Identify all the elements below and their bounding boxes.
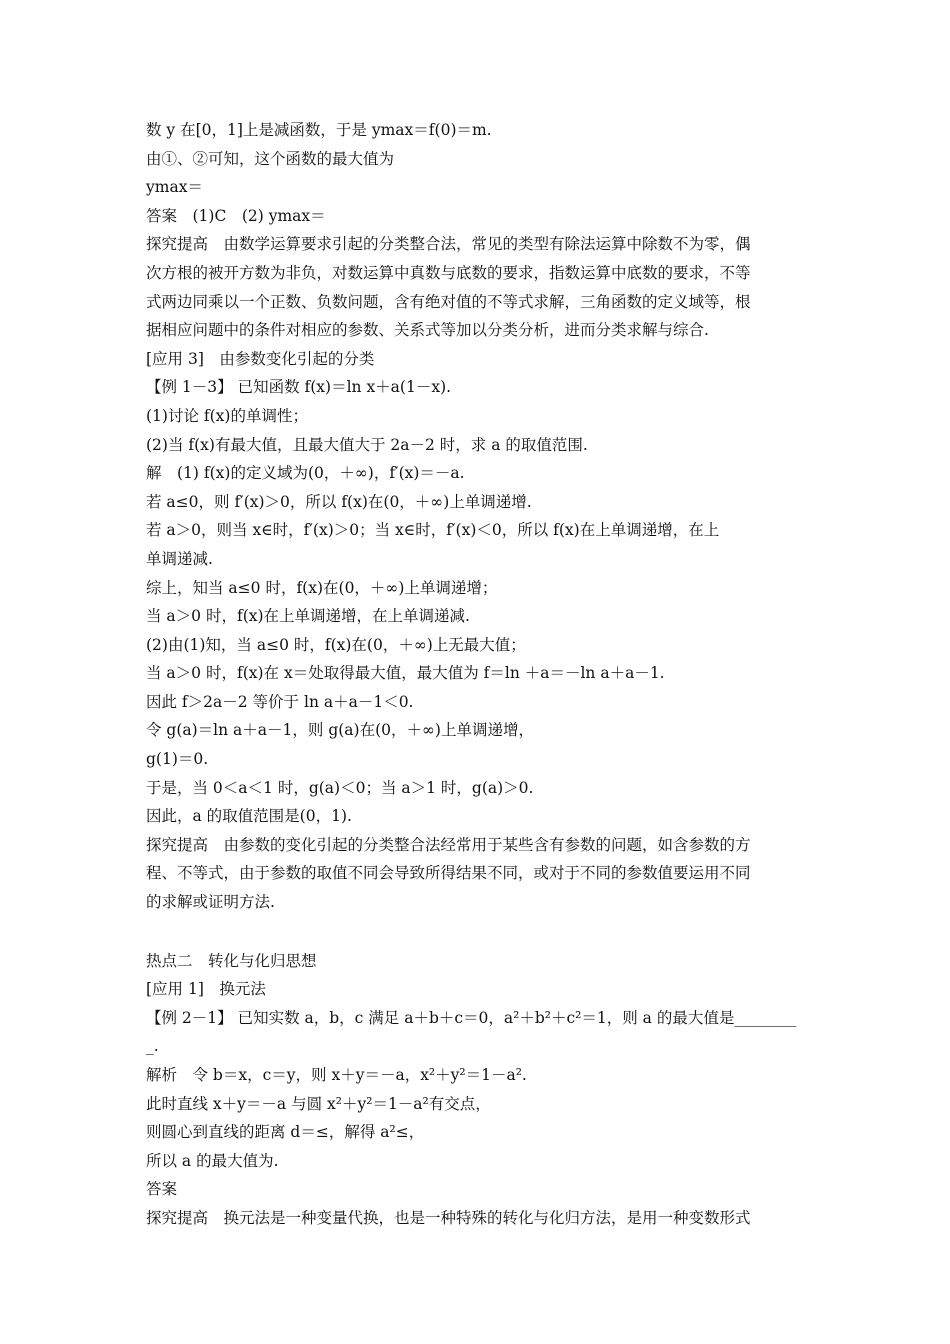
text-line: ymax＝ bbox=[146, 178, 203, 197]
answer-line: 答案 bbox=[146, 1180, 178, 1199]
text-line: 次方根的被开方数为非负，对数运算中真数与底数的要求，指数运算中底数的要求，不等 bbox=[146, 263, 751, 282]
text-line: 探究提高 换元法是一种变量代换，也是一种特殊的转化与化归方法，是用一种变数形式 bbox=[146, 1208, 751, 1227]
paragraph-gap bbox=[146, 917, 810, 947]
text-line: (2)当 f(x)有最大值，且最大值大于 2a－2 时，求 a 的取值范围. bbox=[146, 435, 588, 454]
text-line: 所以 a 的最大值为. bbox=[146, 1151, 279, 1170]
text-line: 的求解或证明方法. bbox=[146, 893, 275, 912]
text-line: 当 a＞0 时，f(x)在 x＝处取得最大值，最大值为 f＝ln ＋a＝－ln a＋a－1. bbox=[146, 664, 665, 683]
text-line: 单调递减. bbox=[146, 549, 213, 568]
text-line: 探究提高 由参数的变化引起的分类整合法经常用于某些含有参数的问题，如含参数的方 bbox=[146, 835, 751, 854]
text-line: g(1)＝0. bbox=[146, 750, 209, 769]
text-line: 探究提高 由数学运算要求引起的分类整合法，常见的类型有除法运算中除数不为零，偶 bbox=[146, 235, 751, 254]
section-heading: [应用 3] 由参数变化引起的分类 bbox=[146, 349, 375, 368]
text-line: 因此 f＞2a－2 等价于 ln a＋a－1＜0. bbox=[146, 692, 414, 711]
text-line: 若 a≤0，则 f′(x)＞0，所以 f(x)在(0，＋∞)上单调递增. bbox=[146, 492, 532, 511]
analysis-line: 解析 令 b＝x，c＝y，则 x＋y＝－a，x²＋y²＝1－a². bbox=[146, 1066, 527, 1084]
solution-line: 解 (1) f(x)的定义域为(0，＋∞)，f′(x)＝－a. bbox=[146, 464, 465, 483]
text-line: 由①、②可知，这个函数的最大值为 bbox=[146, 149, 395, 168]
text-line: 因此，a 的取值范围是(0，1). bbox=[146, 807, 352, 826]
text-line: 当 a＞0 时，f(x)在上单调递增，在上单调递减. bbox=[146, 607, 470, 626]
text-line: (2)由(1)知，当 a≤0 时，f(x)在(0，＋∞)上无最大值； bbox=[146, 635, 526, 654]
text-line: _. bbox=[146, 1037, 159, 1056]
section-heading: 热点二 转化与化归思想 bbox=[146, 951, 317, 970]
example-heading: 【例 1－3】 已知函数 f(x)＝ln x＋a(1－x). bbox=[146, 378, 452, 397]
answer-line: 答案 (1)C (2) ymax＝ bbox=[146, 206, 326, 225]
text-line: (1)讨论 f(x)的单调性； bbox=[146, 406, 308, 425]
text-line: 令 g(a)＝ln a＋a－1，则 g(a)在(0，＋∞)上单调递增， bbox=[146, 721, 534, 740]
text-line: 式两边同乘以一个正数、负数问题，含有绝对值的不等式求解，三角函数的定义域等，根 bbox=[146, 292, 751, 311]
text-line: 于是，当 0＜a＜1 时，g(a)＜0；当 a＞1 时，g(a)＞0. bbox=[146, 778, 534, 797]
text-line: 则圆心到直线的距离 d＝≤，解得 a²≤， bbox=[146, 1123, 425, 1142]
text-line: 此时直线 x＋y＝－a 与圆 x²＋y²＝1－a²有交点， bbox=[146, 1094, 491, 1113]
subsection-heading: [应用 1] 换元法 bbox=[146, 980, 266, 999]
document-page bbox=[146, 116, 810, 1233]
text-line: 若 a＞0，则当 x∈时，f′(x)＞0；当 x∈时，f′(x)＜0，所以 f(x)在上单调递增，在上 bbox=[146, 521, 720, 540]
text-line: 据相应问题中的条件对相应的参数、关系式等加以分类分析，进而分类求解与综合. bbox=[146, 321, 709, 340]
example-heading: 【例 2－1】 已知实数 a，b，c 满足 a＋b＋c＝0，a²＋b²＋c²＝1，则 a 的最大值是________ bbox=[146, 1008, 797, 1027]
text-line: 程、不等式，由于参数的取值不同会导致所得结果不同，或对于不同的参数值要运用不同 bbox=[146, 864, 751, 883]
text-line: 综上，知当 a≤0 时，f(x)在(0，＋∞)上单调递增； bbox=[146, 578, 498, 597]
text-line: 数 y 在[0，1]上是减函数，于是 ymax＝f(0)＝m. bbox=[146, 121, 492, 139]
